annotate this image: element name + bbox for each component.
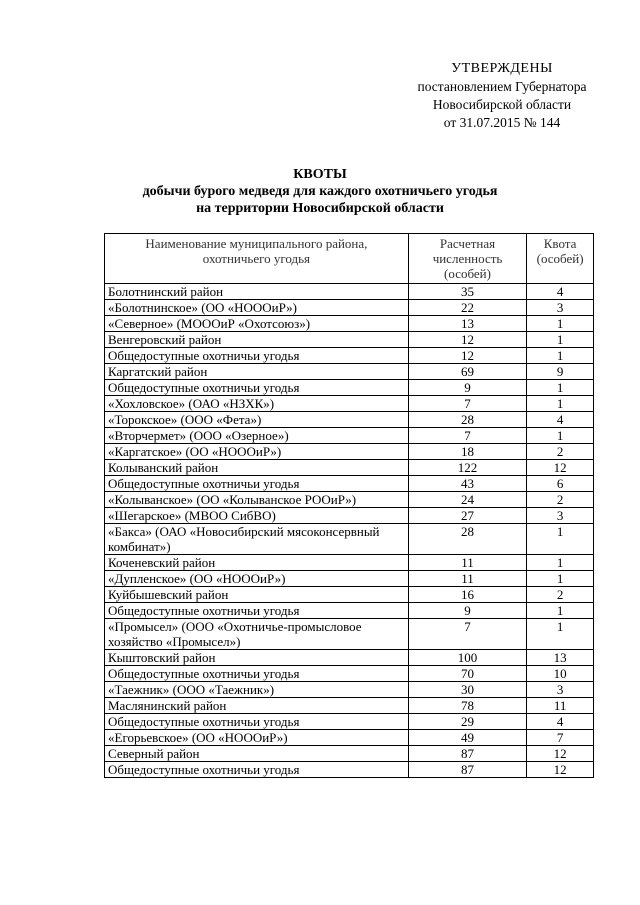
cell-name: «Промысел» (ООО «Охотничье-промысловое хозяйство «Промысел») [105, 619, 409, 650]
table-row [105, 300, 594, 316]
cell-count: 122 [408, 460, 526, 476]
table-row [105, 364, 594, 380]
table-row [105, 524, 594, 555]
approval-line: Новосибирской области [432, 97, 572, 112]
table-row [105, 603, 594, 619]
header-line: (особей) [536, 251, 584, 266]
cell-quota: 1 [527, 428, 594, 444]
cell-quota: 1 [527, 571, 594, 587]
table-row [105, 316, 594, 332]
cell-quota: 1 [527, 396, 594, 412]
cell-quota: 7 [527, 730, 594, 746]
table-row [105, 746, 594, 762]
cell-count: 11 [408, 555, 526, 571]
cell-quota: 1 [527, 380, 594, 396]
cell-quota: 1 [527, 555, 594, 571]
cell-quota: 4 [527, 714, 594, 730]
table-row [105, 587, 594, 603]
cell-count: 87 [408, 746, 526, 762]
table-row [105, 666, 594, 682]
cell-count: 30 [408, 682, 526, 698]
header-line: численность [432, 251, 503, 266]
column-header-count [408, 234, 526, 284]
cell-count: 69 [408, 364, 526, 380]
cell-name: Общедоступные охотничьи угодья [105, 762, 409, 778]
cell-quota: 1 [527, 524, 594, 555]
header-line: Наименование муниципального района, [145, 236, 368, 251]
cell-name: Общедоступные охотничьи угодья [105, 348, 409, 364]
table-row [105, 682, 594, 698]
cell-count: 9 [408, 380, 526, 396]
cell-name: «Колыванское» (ОО «Колыванское РООиР») [105, 492, 409, 508]
table-body [105, 284, 594, 778]
cell-count: 22 [408, 300, 526, 316]
header-line: Расчетная [439, 236, 496, 251]
cell-name: Общедоступные охотничьи угодья [105, 666, 409, 682]
cell-quota: 3 [527, 508, 594, 524]
cell-name: «Болотнинское» (ОО «НОООиР») [105, 300, 409, 316]
cell-quota: 2 [527, 444, 594, 460]
cell-name: «Таежник» (ООО «Таежник») [105, 682, 409, 698]
table-row [105, 698, 594, 714]
table-row [105, 650, 594, 666]
table-row [105, 762, 594, 778]
cell-name: Кыштовский район [105, 650, 409, 666]
cell-quota: 13 [527, 650, 594, 666]
cell-name: «Торокское» (ООО «Фета») [105, 412, 409, 428]
approval-stamp [392, 60, 612, 132]
cell-count: 18 [408, 444, 526, 460]
cell-count: 35 [408, 284, 526, 300]
table-row [105, 476, 594, 492]
cell-name: Каргатский район [105, 364, 409, 380]
table-row [105, 412, 594, 428]
table-row [105, 492, 594, 508]
cell-count: 100 [408, 650, 526, 666]
cell-count: 12 [408, 348, 526, 364]
cell-quota: 1 [527, 603, 594, 619]
cell-quota: 10 [527, 666, 594, 682]
cell-name: Северный район [105, 746, 409, 762]
cell-count: 43 [408, 476, 526, 492]
cell-name: «Хохловское» (ОАО «НЗХК») [105, 396, 409, 412]
cell-count: 78 [408, 698, 526, 714]
cell-count: 24 [408, 492, 526, 508]
cell-name: Болотнинский район [105, 284, 409, 300]
table-row [105, 348, 594, 364]
cell-name: «Бакса» (ОАО «Новосибирский мясоконсервный комбинат») [105, 524, 409, 555]
cell-name: Куйбышевский район [105, 587, 409, 603]
column-header-quota [527, 234, 594, 284]
cell-name: «Дупленское» (ОО «НОООиР») [105, 571, 409, 587]
table-row [105, 396, 594, 412]
cell-quota: 1 [527, 332, 594, 348]
cell-count: 28 [408, 524, 526, 555]
approval-title: УТВЕРЖДЕНЫ [451, 61, 553, 76]
cell-quota: 3 [527, 682, 594, 698]
table-row [105, 714, 594, 730]
table-header-row [105, 234, 594, 284]
cell-name: «Северное» (МОООиР «Охотсоюз») [105, 316, 409, 332]
cell-count: 29 [408, 714, 526, 730]
cell-quota: 4 [527, 284, 594, 300]
approval-line: от 31.07.2015 № 144 [443, 115, 561, 130]
cell-count: 49 [408, 730, 526, 746]
cell-quota: 12 [527, 460, 594, 476]
cell-name: Общедоступные охотничьи угодья [105, 714, 409, 730]
table-row [105, 619, 594, 650]
cell-name: Общедоступные охотничьи угодья [105, 380, 409, 396]
cell-name: «Каргатское» (ОО «НОООиР») [105, 444, 409, 460]
cell-name: Коченевский район [105, 555, 409, 571]
cell-quota: 2 [527, 492, 594, 508]
cell-name: «Егорьевское» (ОО «НОООиР») [105, 730, 409, 746]
cell-quota: 6 [527, 476, 594, 492]
table-row [105, 428, 594, 444]
cell-quota: 2 [527, 587, 594, 603]
quota-table [104, 233, 594, 778]
document-title: КВОТЫ [293, 167, 347, 182]
table-row [105, 380, 594, 396]
cell-name: Общедоступные охотничьи угодья [105, 476, 409, 492]
cell-quota: 1 [527, 348, 594, 364]
cell-count: 7 [408, 619, 526, 650]
column-header-name [105, 234, 409, 284]
cell-count: 27 [408, 508, 526, 524]
cell-count: 87 [408, 762, 526, 778]
cell-quota: 3 [527, 300, 594, 316]
cell-count: 70 [408, 666, 526, 682]
cell-count: 13 [408, 316, 526, 332]
cell-quota: 9 [527, 364, 594, 380]
cell-count: 11 [408, 571, 526, 587]
cell-count: 16 [408, 587, 526, 603]
header-line: (особей) [444, 266, 491, 281]
cell-name: Колыванский район [105, 460, 409, 476]
cell-quota: 1 [527, 316, 594, 332]
document-heading [0, 166, 640, 217]
table-row [105, 508, 594, 524]
table-row [105, 555, 594, 571]
cell-count: 28 [408, 412, 526, 428]
cell-name: Венгеровский район [105, 332, 409, 348]
table-row [105, 460, 594, 476]
table-row [105, 571, 594, 587]
cell-name: «Шегарское» (МВОО СибВО) [105, 508, 409, 524]
cell-quota: 11 [527, 698, 594, 714]
cell-quota: 12 [527, 746, 594, 762]
document-subtitle: добычи бурого медведя для каждого охотничьего угодья [142, 184, 498, 199]
cell-count: 9 [408, 603, 526, 619]
table-row [105, 284, 594, 300]
approval-line: постановлением Губернатора [417, 79, 587, 94]
cell-quota: 1 [527, 619, 594, 650]
cell-name: Маслянинский район [105, 698, 409, 714]
cell-count: 12 [408, 332, 526, 348]
cell-name: «Вторчермет» (ООО «Озерное») [105, 428, 409, 444]
table-row [105, 332, 594, 348]
table-row [105, 730, 594, 746]
cell-count: 7 [408, 428, 526, 444]
cell-name: Общедоступные охотничьи угодья [105, 603, 409, 619]
table-row [105, 444, 594, 460]
cell-quota: 4 [527, 412, 594, 428]
header-line: охотничьего угодья [202, 251, 311, 266]
cell-quota: 12 [527, 762, 594, 778]
document-subtitle: на территории Новосибирской области [196, 201, 444, 216]
cell-count: 7 [408, 396, 526, 412]
header-line: Квота [543, 236, 577, 251]
